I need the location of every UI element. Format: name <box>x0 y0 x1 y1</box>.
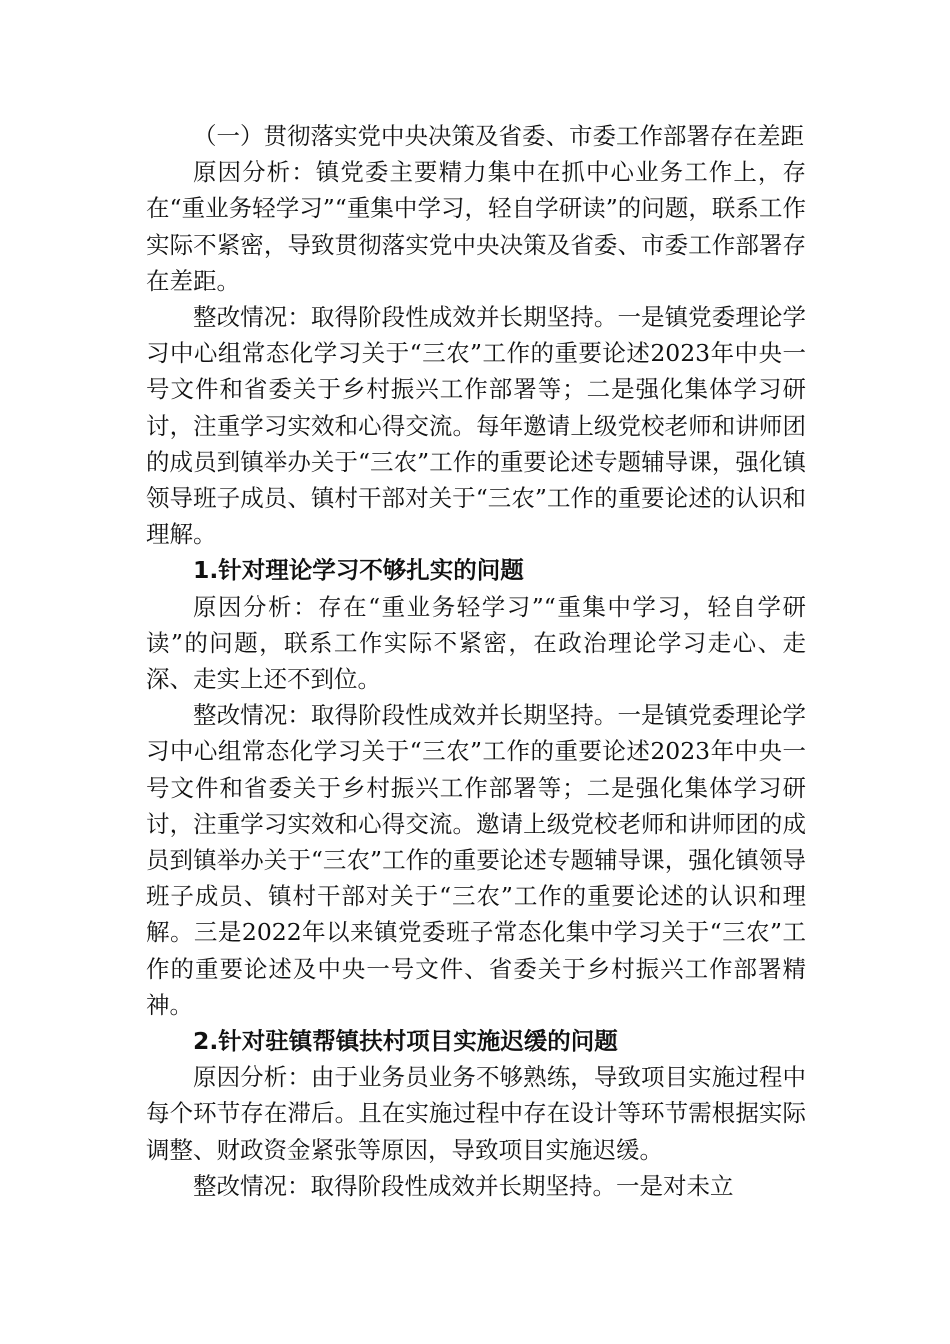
item2-heading: 2.针对驻镇帮镇扶村项目实施迟缓的问题 <box>193 1027 618 1056</box>
item2-fix-paragraph: 整改情况：取得阶段性成效并长期坚持。一是对未立 <box>193 1171 734 1200</box>
section-cause-paragraph: 原因分析：镇党委主要精力集中在抓中心业务工作上，存在“重业务轻学习”“重集中学习，轻自学研读”的问题，联系工作实际不紧密，导致贯彻落实党中央决策及省委、市委工作部署存在差距。 <box>146 158 806 295</box>
section-title: （一）贯彻落实党中央决策及省委、市委工作部署存在差距 <box>193 122 804 150</box>
item2-cause-paragraph: 原因分析：由于业务员业务不够熟练，导致项目实施过程中每个环节存在滞后。且在实施过程中存在设计等环节需根据实际调整、财政资金紧张等原因，导致项目实施迟缓。 <box>146 1063 806 1164</box>
item1-cause-paragraph: 原因分析：存在“重业务轻学习”“重集中学习，轻自学研读”的问题，联系工作实际不紧密，在政治理论学习走心、走深、走实上还不到位。 <box>146 592 806 694</box>
document-page <box>146 118 806 1204</box>
item1-fix-paragraph: 整改情况：取得阶段性成效并长期坚持。一是镇党委理论学习中心组常态化学习关于“三农”工作的重要论述2023年中央一号文件和省委关于乡村振兴工作部署等；二是强化集体学习研讨，注重学习实效和心得交流。邀请上级党校老师和讲师团的成员到镇举办关于“三农”工作的重要论述专题辅导课，强化镇领导班子成员、镇村干部对关于“三农”工作的重要论述的认识和理解。三是2022年以来镇党委班子常态化集中学习关于“三农”工作的重要论述及中央一号文件、省委关于乡村振兴工作部署精神。 <box>146 701 806 1019</box>
item1-heading: 1.针对理论学习不够扎实的问题 <box>193 556 524 585</box>
section-fix-paragraph: 整改情况：取得阶段性成效并长期坚持。一是镇党委理论学习中心组常态化学习关于“三农”工作的重要论述2023年中央一号文件和省委关于乡村振兴工作部署等；二是强化集体学习研讨，注重学习实效和心得交流。每年邀请上级党校老师和讲师团的成员到镇举办关于“三农”工作的重要论述专题辅导课，强化镇领导班子成员、镇村干部对关于“三农”工作的重要论述的认识和理解。 <box>146 303 806 549</box>
